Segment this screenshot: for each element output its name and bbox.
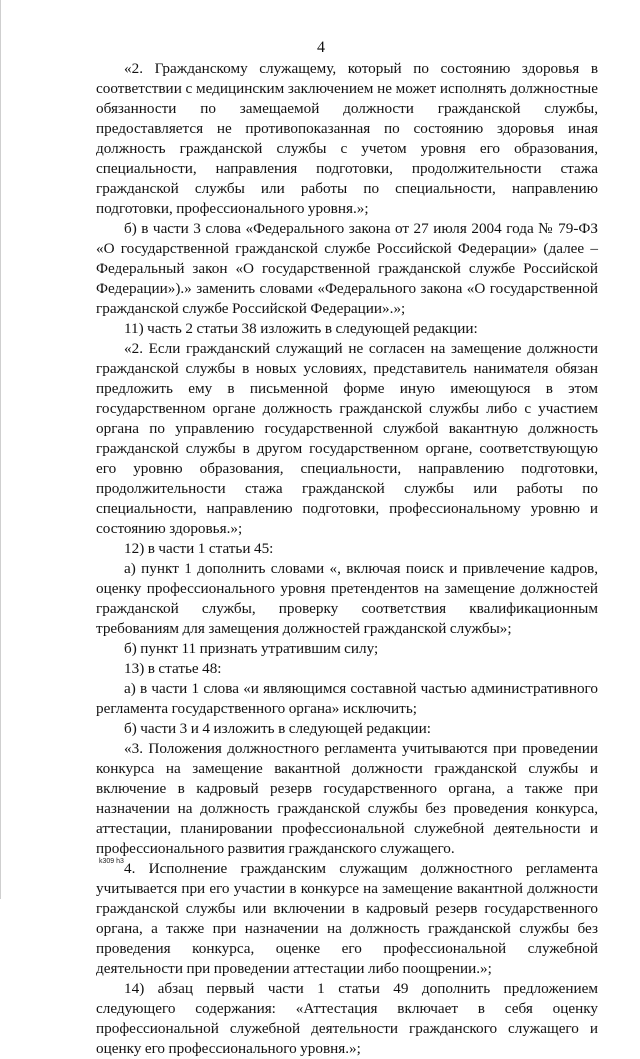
paragraph-article-2-health: «2. Гражданскому служащему, который по состоянию здоровья в соответствии с медицинским заключением не может исполнять должностные обязанности по замещаемой должности гражданской службы, предоставляется не противопоказанная по состоянию здоровья иная должность гражданской службы с учетом уровня его образования, специальности, направления подготовки, продолжительности стажа гражданской службы или работы по специальности, направлению подготовки, профессионального уровня.»; <box>96 60 598 217</box>
paragraph-article-48-part-4: 4. Исполнение гражданским служащим должностного регламента учитывается при его участии в конкурсе на замещение вакантной должности гражданской службы или включении в кадровый резерв государственного органа, а также при назначении на должность гражданской службы без проведения конкурса, оценке его профессиональной служебной деятельности при проведении аттестации либо поощрении.»; <box>96 860 598 977</box>
document-body <box>96 59 598 1059</box>
paragraph-item-13-a: а) в части 1 слова «и являющимся составной частью административного регламента государственного органа» исключить; <box>96 680 598 717</box>
page-number: 4 <box>317 39 325 56</box>
paragraph-article-48-part-3: «3. Положения должностного регламента учитываются при проведении конкурса на замещение вакантной должности гражданской службы и включение в кадровый резерв государственного органа, а также при назначении на должность гражданской службы без проведения конкурса, аттестации, планировании профессиональной служебной деятельности и профессионального развития гражданского служащего. <box>96 740 598 857</box>
paragraph-item-12-a: а) пункт 1 дополнить словами «, включая поиск и привлечение кадров, оценку профессионального уровня претендентов на замещение должностей гражданской службы, проверку соответствия квалификационным требованиям для замещения должностей гражданской службы»; <box>96 560 598 637</box>
paragraph-item-12-b: б) пункт 11 признать утратившим силу; <box>124 640 379 657</box>
paragraph-item-14: 14) абзац первый части 1 статьи 49 дополнить предложением следующего содержания: «Аттестация включает в себя оценку профессиональной служебной деятельности гражданского служащего и оценку его профессионального уровня.»; <box>96 980 598 1057</box>
paragraph-article-38-part-2: «2. Если гражданский служащий не согласен на замещение должности гражданской службы в новых условиях, представитель нанимателя обязан предложить ему в письменной форме иную имеющуюся в этом государственном органе должность гражданской службы либо с участием органа по управлению государственной службой вакантную должность гражданской службы в другом государственном органе, соответствующую его уровню образования, специальности, направлению подготовки, продолжительности стажа гражданской службы или работы по специальности, направлению подготовки, профессиональному уровню и состоянию здоровья.»; <box>96 340 598 537</box>
paragraph-part-3-words: б) в части 3 слова «Федерального закона от 27 июля 2004 года № 79-ФЗ «О государственной гражданской службе Российской Федерации» (далее – Федеральный закон «О государственной гражданской службе Российской Федерации»).» заменить словами «Федерального закона «О государственной гражданской службе Российской Федерации».»; <box>96 220 598 317</box>
footer-document-code: k309 h3 <box>99 858 124 865</box>
paragraph-item-11: 11) часть 2 статьи 38 изложить в следующей редакции: <box>124 320 478 337</box>
paragraph-item-13-b: б) части 3 и 4 изложить в следующей редакции: <box>124 720 431 737</box>
paragraph-item-12: 12) в части 1 статьи 45: <box>124 540 274 557</box>
paragraph-item-13: 13) в статье 48: <box>124 660 222 677</box>
